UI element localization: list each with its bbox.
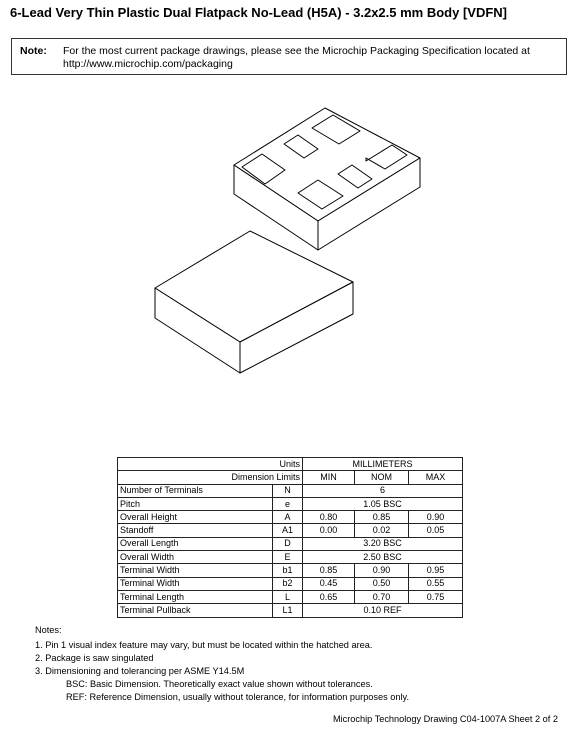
dimensions-table (117, 457, 463, 618)
dimension-max: 0.95 (409, 564, 463, 577)
table-header-row (118, 471, 463, 484)
note-item-1: 1. Pin 1 visual index feature may vary, but must be located within the hatched area. (35, 640, 373, 650)
units-value: MILLIMETERS (303, 458, 463, 471)
dimension-name: Standoff (118, 524, 273, 537)
dimension-max: 0.05 (409, 524, 463, 537)
dimension-value: 1.05 BSC (303, 497, 463, 510)
note-item-2: 2. Package is saw singulated (35, 653, 154, 663)
units-label: Units (118, 458, 303, 471)
dimension-name: Overall Length (118, 537, 273, 550)
drawing-footer: Microchip Technology Drawing C04-1007A Sheet 2 of 2 (332, 714, 558, 724)
dimension-symbol: D (273, 537, 303, 550)
col-nom: NOM (355, 471, 409, 484)
dimension-symbol: E (273, 551, 303, 564)
dimension-symbol: N (273, 484, 303, 497)
dimension-name: Overall Height (118, 511, 273, 524)
note-url[interactable]: http://www.microchip.com/packaging (63, 57, 233, 70)
dimension-symbol: e (273, 497, 303, 510)
table-units-row (118, 458, 463, 471)
dimension-name: Terminal Length (118, 590, 273, 603)
note-item-3: 3. Dimensioning and tolerancing per ASME Y14.5M (35, 666, 245, 676)
dimension-symbol: A (273, 511, 303, 524)
col-max: MAX (409, 471, 463, 484)
dimension-value: 3.20 BSC (303, 537, 463, 550)
page-title: 6-Lead Very Thin Plastic Dual Flatpack No-Lead (H5A) - 3.2x2.5 mm Body [VDFN] (10, 5, 508, 20)
table-row (118, 564, 463, 577)
table-row (118, 511, 463, 524)
dimension-max: 0.55 (409, 577, 463, 590)
dimension-min: 0.00 (303, 524, 355, 537)
table-row (118, 590, 463, 603)
dimension-value: 6 (303, 484, 463, 497)
table-row (118, 484, 463, 497)
dimension-name: Terminal Width (118, 577, 273, 590)
dimension-min: 0.80 (303, 511, 355, 524)
dimension-max: 0.75 (409, 590, 463, 603)
dimension-name: Pitch (118, 497, 273, 510)
dimension-name: Overall Width (118, 551, 273, 564)
dimension-nom: 0.90 (355, 564, 409, 577)
table-row (118, 604, 463, 617)
dimension-min: 0.85 (303, 564, 355, 577)
note-bsc: BSC: Basic Dimension. Theoretically exact value shown without tolerances. (66, 679, 373, 689)
dimension-symbol: L (273, 590, 303, 603)
dimension-symbol: A1 (273, 524, 303, 537)
dimension-nom: 0.50 (355, 577, 409, 590)
table-row (118, 537, 463, 550)
table-row (118, 551, 463, 564)
table-row (118, 497, 463, 510)
dimension-name: Number of Terminals (118, 484, 273, 497)
note-ref: REF: Reference Dimension, usually without tolerance, for information purposes only. (66, 692, 409, 702)
notes-title: Notes: (35, 625, 62, 635)
dimension-max: 0.90 (409, 511, 463, 524)
dimension-nom: 0.02 (355, 524, 409, 537)
dimension-nom: 0.70 (355, 590, 409, 603)
dimension-min: 0.65 (303, 590, 355, 603)
dimension-value: 0.10 REF (303, 604, 463, 617)
table-row (118, 577, 463, 590)
note-label: Note: (20, 45, 47, 57)
notes-section (35, 624, 409, 704)
dimension-symbol: b2 (273, 577, 303, 590)
dimension-limits-label: Dimension Limits (118, 471, 303, 484)
table-row (118, 524, 463, 537)
note-text-line1: For the most current package drawings, please see the Microchip Packaging Specification located at (63, 45, 530, 57)
dimension-symbol: L1 (273, 604, 303, 617)
dimension-name: Terminal Width (118, 564, 273, 577)
dimension-min: 0.45 (303, 577, 355, 590)
package-top-view (155, 231, 353, 373)
col-min: MIN (303, 471, 355, 484)
dimension-value: 2.50 BSC (303, 551, 463, 564)
dimension-symbol: b1 (273, 564, 303, 577)
dimension-nom: 0.85 (355, 511, 409, 524)
dimension-name: Terminal Pullback (118, 604, 273, 617)
package-bottom-view (234, 108, 420, 250)
